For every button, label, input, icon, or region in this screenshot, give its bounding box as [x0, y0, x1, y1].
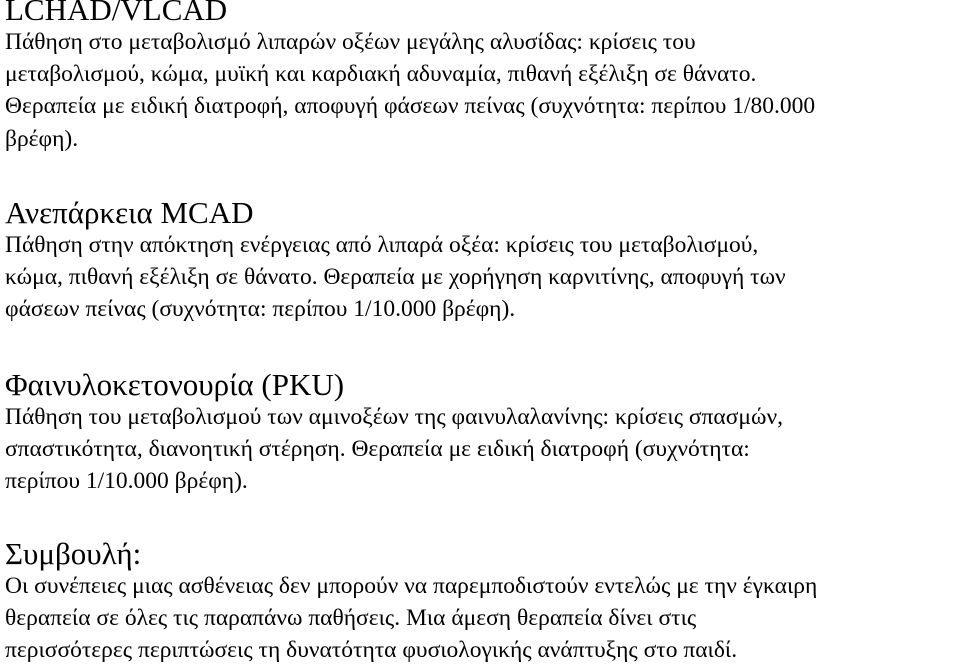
section-heading: LCHAD/VLCAD: [5, 0, 228, 27]
section-pku: [5, 369, 783, 498]
body-line: βρέφη).: [5, 125, 79, 152]
body-line: Πάθηση στο μεταβολισμό λιπαρών οξέων μεγάλης αλυσίδας: κρίσεις του: [5, 29, 696, 55]
body-line: φάσεων πείνας (συχνότητα: περίπου 1/10.000 βρέφη).: [5, 296, 516, 323]
section-advice: [5, 538, 817, 667]
body-line: Θεραπεία με ειδική διατροφή, αποφυγή φάσεων πείνας (συχνότητα: περίπου 1/80.000: [5, 93, 816, 120]
section-heading: Φαινυλοκετονουρία (PKU): [5, 367, 345, 402]
section-lchad-vlcad: [5, 0, 815, 155]
section-heading: Συμβουλή:: [5, 536, 142, 571]
body-line: Πάθηση του μεταβολισμού των αμινοξέων της φαινυλαλανίνης: κρίσεις σπασμών,: [5, 404, 783, 430]
section-heading: Ανεπάρκεια MCAD: [5, 195, 254, 230]
body-line: θεραπεία σε όλες τις παραπάνω παθήσεις. Μια άμεση θεραπεία δίνει στις: [5, 605, 697, 632]
body-line: κώμα, πιθανή εξέλιξη σε θάνατο. Θεραπεία με χορήγηση καρνιτίνης, αποφυγή των: [5, 264, 786, 291]
body-line: Οι συνέπειες μιας ασθένειας δεν μπορούν να παρεμποδιστούν εντελώς με την έγκαιρη: [5, 573, 818, 599]
body-line: μεταβολισμού, κώμα, μυϊκή και καρδιακή αδυναμία, πιθανή εξέλιξη σε θάνατο.: [5, 61, 757, 88]
body-line: Πάθηση στην απόκτηση ενέργειας από λιπαρά οξέα: κρίσεις του μεταβολισμού,: [5, 232, 759, 258]
section-mcad: [5, 197, 786, 326]
body-line: περισσότερες περιπτώσεις τη δυνατότητα φυσιολογικής ανάπτυξης στο παιδί.: [5, 637, 738, 664]
body-line: περίπου 1/10.000 βρέφη).: [5, 468, 248, 495]
body-line: σπαστικότητα, διανοητική στέρηση. Θεραπεία με ειδική διατροφή (συχνότητα:: [5, 436, 750, 463]
